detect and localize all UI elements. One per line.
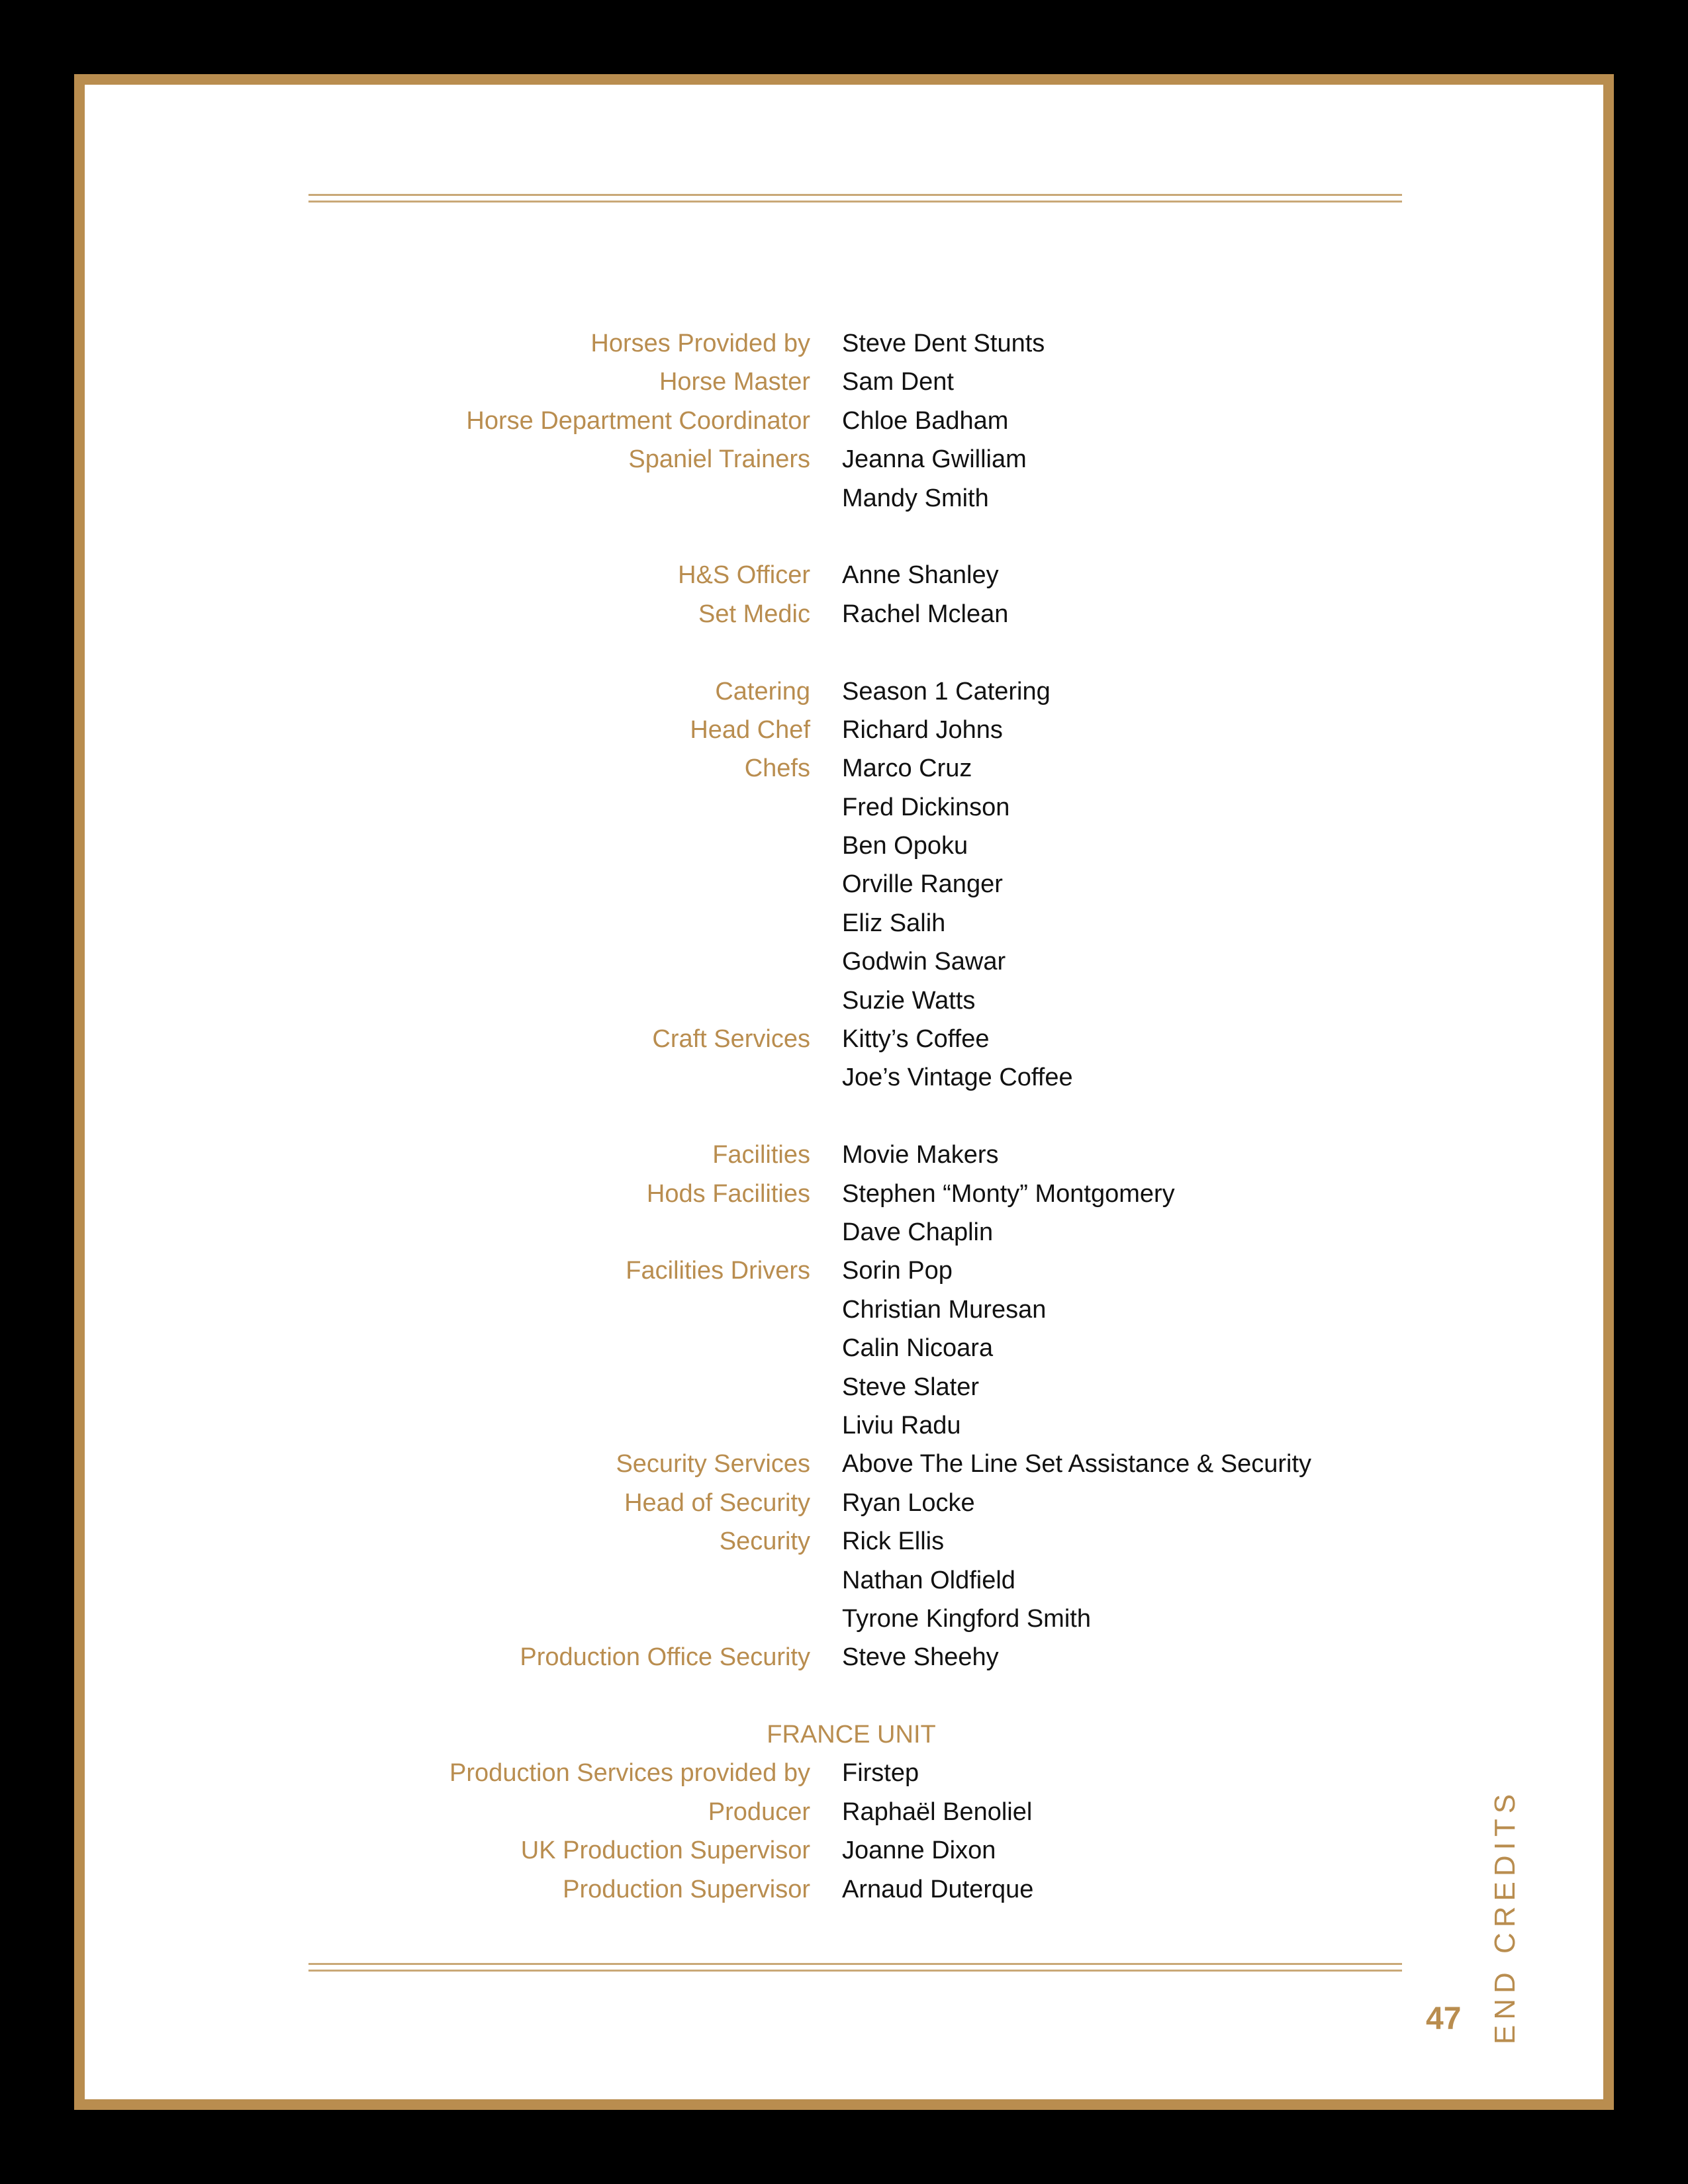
credit-row <box>85 827 1603 865</box>
credit-role: Set Medic <box>698 600 810 628</box>
credit-name: Firstep <box>842 1759 919 1788</box>
credit-role: Horses Provided by <box>590 330 810 357</box>
credit-row <box>85 1638 1603 1676</box>
credit-row <box>85 672 1603 711</box>
credit-row <box>85 595 1603 633</box>
credit-name: Jeanna Gwilliam <box>842 445 1027 474</box>
side-label-text: END CREDITS <box>1489 1788 1521 2045</box>
credit-name: Sorin Pop <box>842 1257 953 1285</box>
credit-name: Marco Cruz <box>842 754 972 783</box>
credit-role: H&S Officer <box>678 561 810 590</box>
credit-row <box>85 1870 1603 1909</box>
credit-gap <box>85 518 1603 556</box>
credit-name: Sam Dent <box>842 368 954 396</box>
credit-role: UK Production Supervisor <box>520 1837 810 1865</box>
credit-role: Security <box>719 1527 810 1556</box>
credit-row <box>85 1793 1603 1831</box>
credit-row <box>85 1831 1603 1870</box>
section-heading-row <box>85 1715 1603 1754</box>
credit-role: Chefs <box>744 754 810 783</box>
credit-gap <box>85 1677 1603 1715</box>
credit-row <box>85 942 1603 981</box>
credit-row <box>85 981 1603 1020</box>
credit-role: Production Office Security <box>520 1643 810 1672</box>
credit-name: Tyrone Kingford Smith <box>842 1604 1091 1633</box>
credit-name: Liviu Radu <box>842 1411 961 1439</box>
credit-name: Steve Dent Stunts <box>842 330 1045 357</box>
credit-name: Mandy Smith <box>842 484 989 512</box>
credit-name: Kitty’s Coffee <box>842 1025 990 1054</box>
credit-name: Ryan Locke <box>842 1488 975 1517</box>
credit-gap <box>85 633 1603 672</box>
credit-name: Joe’s Vintage Coffee <box>842 1064 1073 1092</box>
credit-row <box>85 1445 1603 1483</box>
credit-row <box>85 363 1603 401</box>
credit-row <box>85 865 1603 903</box>
credit-row <box>85 711 1603 749</box>
credit-role: Head Chef <box>690 715 810 744</box>
credit-name: Season 1 Catering <box>842 677 1051 705</box>
credit-name: Suzie Watts <box>842 986 976 1015</box>
credit-name: Eliz Salih <box>842 909 946 937</box>
credit-row <box>85 904 1603 942</box>
credit-name: Steve Slater <box>842 1373 979 1401</box>
page-frame <box>74 74 1614 2110</box>
page-number: 47 <box>1426 2001 1462 2036</box>
credit-row <box>85 556 1603 594</box>
credit-name: Dave Chaplin <box>842 1218 994 1246</box>
credit-row <box>85 1213 1603 1251</box>
credit-name: Calin Nicoara <box>842 1334 994 1363</box>
credit-name: Stephen “Monty” Montgomery <box>842 1179 1175 1208</box>
credit-name: Ben Opoku <box>842 832 968 860</box>
credit-row <box>85 324 1603 363</box>
credit-name: Christian Muresan <box>842 1295 1047 1324</box>
credit-row <box>85 1368 1603 1406</box>
credit-name: Raphaël Benoliel <box>842 1797 1033 1826</box>
credit-name: Godwin Sawar <box>842 948 1006 976</box>
credit-gap <box>85 1097 1603 1136</box>
credit-name: Anne Shanley <box>842 561 999 590</box>
credit-role: Producer <box>708 1797 810 1826</box>
credit-name: Richard Johns <box>842 715 1003 744</box>
credit-row <box>85 1251 1603 1290</box>
credit-row <box>85 1291 1603 1329</box>
credit-row <box>85 1561 1603 1600</box>
credit-name: Chloe Badham <box>842 406 1009 435</box>
credit-row <box>85 1754 1603 1792</box>
section-side-label <box>1485 1788 1525 2045</box>
credit-row <box>85 1136 1603 1174</box>
top-double-rule <box>308 194 1402 203</box>
credit-row <box>85 440 1603 478</box>
credit-role: Spaniel Trainers <box>628 445 810 474</box>
credit-role: Catering <box>715 677 810 705</box>
credit-row <box>85 1522 1603 1561</box>
credit-row <box>85 1329 1603 1367</box>
credit-role: Hods Facilities <box>646 1179 810 1208</box>
credit-role: Facilities Drivers <box>626 1257 810 1285</box>
credit-name: Nathan Oldfield <box>842 1566 1015 1594</box>
credit-role: Production Services provided by <box>449 1759 810 1788</box>
credit-name: Steve Sheehy <box>842 1643 999 1672</box>
credit-role: Horse Master <box>659 368 810 396</box>
credit-row <box>85 1058 1603 1097</box>
credit-name: Above The Line Set Assistance & Security <box>842 1450 1312 1479</box>
credit-row <box>85 479 1603 518</box>
credit-name: Movie Makers <box>842 1141 999 1169</box>
credit-row <box>85 402 1603 440</box>
section-heading: FRANCE UNIT <box>767 1721 936 1749</box>
credit-name: Rachel Mclean <box>842 600 1009 628</box>
credit-role: Production Supervisor <box>563 1875 810 1903</box>
credits-list <box>85 324 1603 1909</box>
bottom-double-rule <box>308 1963 1402 1972</box>
credit-role: Facilities <box>712 1141 810 1169</box>
credit-role: Head of Security <box>624 1488 810 1517</box>
credit-name: Arnaud Duterque <box>842 1875 1034 1903</box>
credit-name: Joanne Dixon <box>842 1837 996 1865</box>
credit-row <box>85 1020 1603 1058</box>
page <box>85 85 1603 2099</box>
credit-role: Craft Services <box>652 1025 810 1054</box>
credit-row <box>85 749 1603 788</box>
credit-name: Rick Ellis <box>842 1527 945 1556</box>
credit-row <box>85 1484 1603 1522</box>
credit-role: Security Services <box>616 1450 810 1479</box>
credit-row <box>85 1175 1603 1213</box>
credit-row <box>85 1406 1603 1445</box>
credit-row <box>85 1600 1603 1638</box>
credit-role: Horse Department Coordinator <box>466 406 810 435</box>
credit-name: Orville Ranger <box>842 870 1003 899</box>
credit-name: Fred Dickinson <box>842 793 1010 821</box>
credit-row <box>85 788 1603 827</box>
